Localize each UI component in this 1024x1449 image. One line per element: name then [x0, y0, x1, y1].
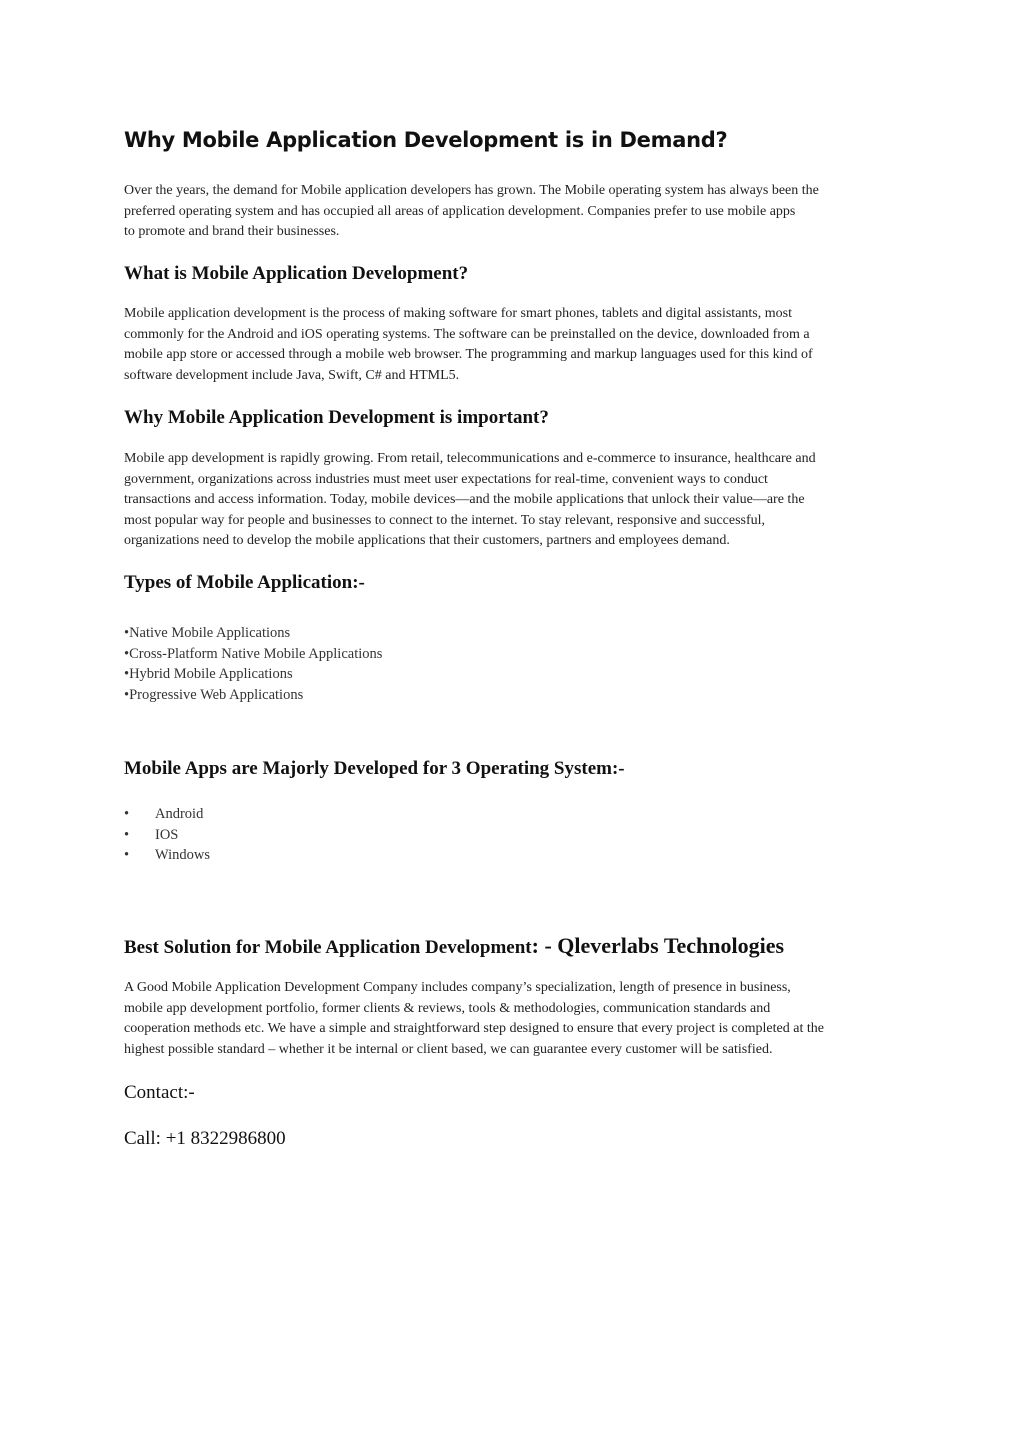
paragraph-line: commonly for the Android and iOS operating systems. The software can be preinstalled on the device, downloaded from a	[124, 326, 810, 342]
contact-label: Contact:-	[124, 1082, 195, 1103]
section-heading-os: Mobile Apps are Majorly Developed for 3 Operating System:-	[124, 758, 625, 779]
os-list	[124, 804, 210, 866]
bullet-icon: •	[124, 847, 130, 863]
paragraph-line: cooperation methods etc. We have a simple and straightforward step designed to ensure that every project is completed at the	[124, 1021, 824, 1037]
page-title: Why Mobile Application Development is in Demand?	[124, 128, 728, 152]
list-item	[124, 825, 210, 846]
list-item-label: Android	[155, 806, 204, 822]
section-heading-importance: Why Mobile Application Development is important?	[124, 407, 549, 428]
paragraph-line: software development include Java, Swift, C# and HTML5.	[124, 367, 460, 383]
list-item: •Cross-Platform Native Mobile Applications	[124, 645, 383, 662]
paragraph-line: mobile app development portfolio, former clients & reviews, tools & methodologies, communication standards and	[124, 1000, 771, 1016]
bullet-icon: •	[124, 826, 130, 843]
paragraph-line: government, organizations across industries must meet user expectations for real-time, convenient ways to conduct	[124, 471, 768, 487]
list-item	[124, 845, 210, 866]
list-item: •Hybrid Mobile Applications	[124, 666, 293, 682]
section-heading-types: Types of Mobile Application:-	[124, 572, 365, 593]
paragraph-line: organizations need to develop the mobile applications that their customers, partners and employees demand.	[124, 533, 730, 549]
paragraph-line: A Good Mobile Application Development Company includes company’s specialization, length of presence in business,	[124, 980, 791, 995]
paragraph-line: most popular way for people and businesses to connect to the internet. To stay relevant, responsive and successful,	[124, 512, 766, 528]
what-is-paragraph	[124, 304, 914, 386]
section-heading-what-is: What is Mobile Application Development?	[124, 263, 469, 284]
contact-phone: Call: +1 8322986800	[124, 1128, 286, 1149]
paragraph-line: Mobile application development is the process of making software for smart phones, tablets and digital assistants, most	[124, 306, 792, 321]
list-item-label: Windows	[155, 847, 210, 863]
heading-part: Best Solution for Mobile Application Development	[124, 937, 532, 958]
paragraph-line: highest possible standard – whether it be internal or client based, we can guarantee every customer will be satisfied.	[124, 1041, 773, 1057]
bullet-icon: •	[124, 806, 130, 822]
intro-paragraph	[124, 181, 914, 243]
app-types-list	[124, 623, 382, 705]
list-item: •Native Mobile Applications	[124, 625, 291, 641]
paragraph-line: preferred operating system and has occupied all areas of application development. Companies prefer to use mobile apps	[124, 203, 796, 219]
list-item-label: IOS	[155, 826, 179, 843]
list-item: •Progressive Web Applications	[124, 686, 304, 703]
heading-company: : - Qleverlabs Technologies	[531, 933, 785, 958]
section-heading-best-solution	[124, 933, 784, 960]
paragraph-line: Over the years, the demand for Mobile application developers has grown. The Mobile operating system has always been the	[124, 183, 819, 198]
paragraph-line: to promote and brand their businesses.	[124, 224, 340, 240]
list-item	[124, 804, 210, 825]
paragraph-line: mobile app store or accessed through a mobile web browser. The programming and markup languages used for this kind of	[124, 347, 813, 363]
best-solution-paragraph	[124, 978, 914, 1060]
paragraph-line: Mobile app development is rapidly growing. From retail, telecommunications and e-commerce to insurance, healthcare and	[124, 451, 816, 466]
paragraph-line: transactions and access information. Today, mobile devices—and the mobile applications that unlock their value—are the	[124, 492, 805, 508]
importance-paragraph	[124, 449, 914, 552]
